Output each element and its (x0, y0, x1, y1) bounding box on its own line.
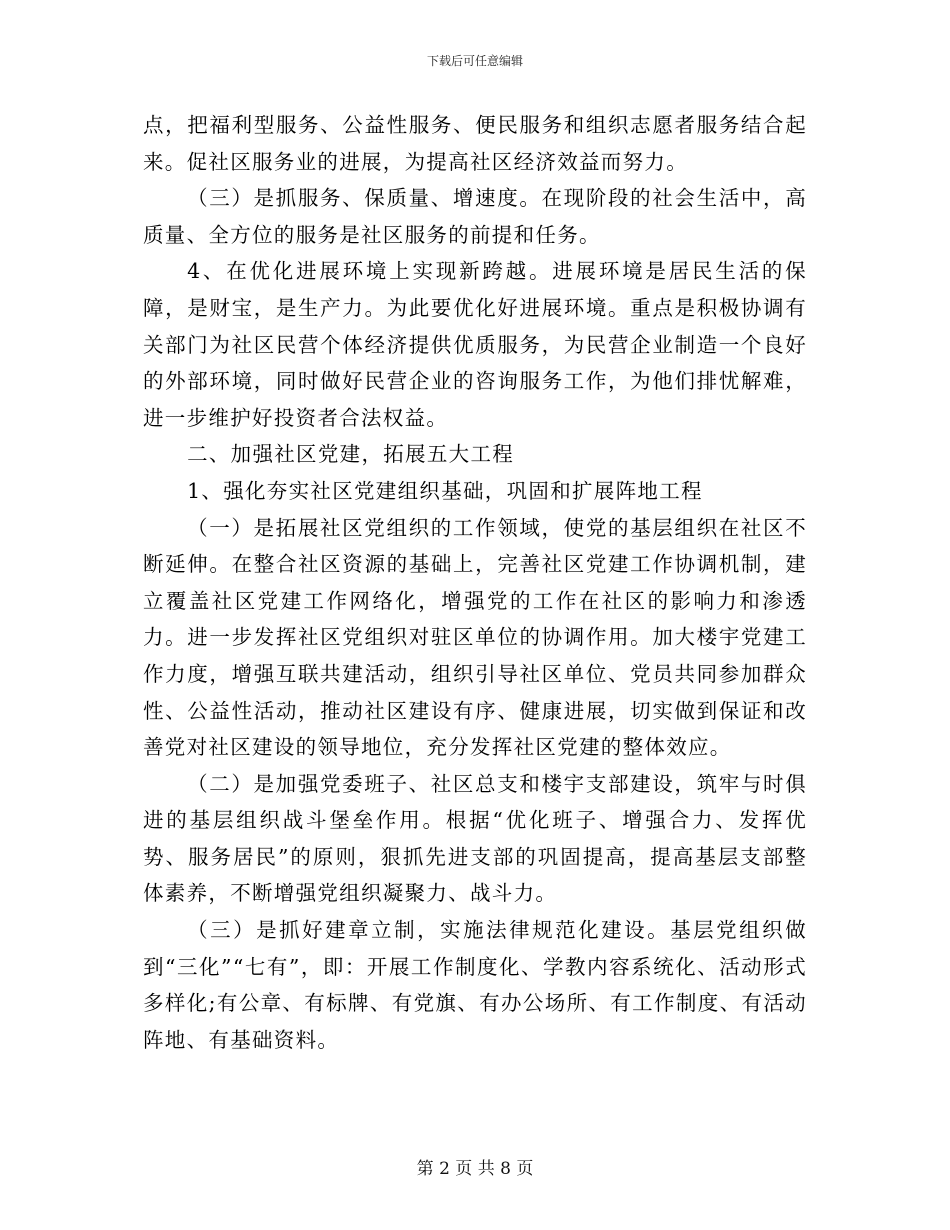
paragraph-6: （一）是拓展社区党组织的工作领域，使党的基层组织在社区不断延伸。在整合社区资源的基础上，完善社区党建工作协调机制，建立覆盖社区党建工作网络化，增强党的工作在社区的影响力和渗透力。进一步发挥社区党组织对驻区单位的协调作用。加大楼宇党建工作力度，增强互联共建活动，组织引导社区单位、党员共同参加群众性、公益性活动，推动社区建设有序、健康进展，切实做到保证和改善党对社区建设的领导地位，充分发挥社区党建的整体效应。 (143, 515, 807, 760)
section-heading-2: 二、加强社区党建，拓展五大工程 (187, 442, 515, 467)
paragraph-2: （三）是抓服务、保质量、增速度。在现阶段的社会生活中，高质量、全方位的服务是社区服务的前提和任务。 (143, 186, 807, 247)
paragraph-1: 点，把福利型服务、公益性服务、便民服务和组织志愿者服务结合起来。促社区服务业的进展，为提高社区经济效益而努力。 (143, 113, 807, 174)
subsection-heading-1: 1、强化夯实社区党建组织基础，巩固和扩展阵地工程 (187, 478, 703, 503)
paragraph-7: （二）是加强党委班子、社区总支和楼宇支部建设，筑牢与时俱进的基层组织战斗堡垒作用。根据“优化班子、增强合力、发挥优势、服务居民”的原则，狠抓先进支部的巩固提高，提高基层支部整体素养，不断增强党组织凝聚力、战斗力。 (143, 771, 807, 906)
paragraph-8: （三）是抓好建章立制，实施法律规范化建设。基层党组织做到“三化”“七有”，即：开展工作制度化、学教内容系统化、活动形式多样化;有公章、有标牌、有党旗、有办公场所、有工作制度、有活动阵地、有基础资料。 (143, 918, 807, 1052)
page-number: 第 2 页 共 8 页 (416, 1159, 534, 1179)
paragraph-3: 4、在优化进展环境上实现新跨越。进展环境是居民生活的保障，是财宝，是生产力。为此要优化好进展环境。重点是积极协调有关部门为社区民营个体经济提供优质服务，为民营企业制造一个良好的外部环境，同时做好民营企业的咨询服务工作，为他们排忧解难，进一步维护好投资者合法权益。 (143, 259, 807, 430)
header-note: 下载后可任意编辑 (426, 54, 523, 68)
document-body (143, 107, 807, 1058)
